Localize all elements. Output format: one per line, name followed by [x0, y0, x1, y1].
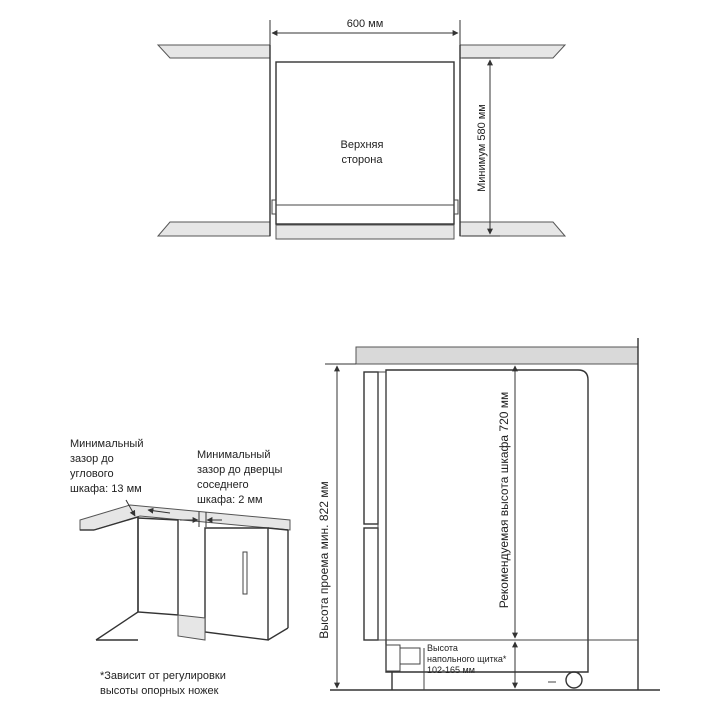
corner-view-right-bottom: [268, 628, 288, 640]
door-gap-label-1: Минимальный: [197, 449, 271, 461]
corner-view: [70, 438, 290, 697]
top-side-label-2: сторона: [341, 154, 383, 166]
corner-gap-label-3: углового: [70, 468, 114, 480]
cabinet-height-label: Рекомендуемая высота шкафа 720 мм: [497, 391, 511, 609]
top-view-back-counter-left: [158, 45, 270, 58]
opening-height-label: Высота проема мин. 822 мм: [317, 481, 331, 639]
door-gap-label-2: зазор до дверцы: [197, 464, 283, 476]
plinth-label-1: Высота: [427, 643, 458, 653]
side-view-countertop: [356, 347, 638, 364]
corner-view-side-panel: [138, 518, 178, 615]
side-view-plinth-panel: [386, 645, 400, 671]
corner-gap-label-4: шкафа: 13 мм: [70, 483, 142, 495]
corner-view-handle: [243, 552, 247, 594]
top-view-front-counter-right: [460, 222, 565, 236]
top-view-front-counter-left: [158, 222, 270, 236]
corner-view-countertop: [80, 505, 290, 530]
door-gap-label-4: шкафа: 2 мм: [197, 494, 263, 506]
top-side-label-1: Верхняя: [340, 139, 384, 151]
top-view-back-counter-right: [460, 45, 565, 58]
corner-view-dishwasher-door: [205, 528, 268, 640]
side-view: [317, 338, 660, 690]
plinth-label-3: 102-165 мм: [427, 665, 475, 675]
top-view: [158, 18, 565, 239]
side-view-rear-wheel: [566, 672, 582, 688]
plinth-label-2: напольного щитка*: [427, 654, 507, 664]
corner-gap-label-2: зазор до: [70, 453, 114, 465]
corner-view-corner-cabinet: [94, 517, 138, 640]
width-label: 600 мм: [346, 18, 384, 30]
corner-gap-label-1: Минимальный: [70, 438, 144, 450]
side-view-door-lower: [364, 528, 378, 640]
side-view-plinth-bracket: [400, 648, 420, 664]
side-view-dishwasher-body: [386, 370, 588, 672]
depth-label: Минимум 580 мм: [476, 104, 488, 192]
top-view-door-panel: [276, 225, 454, 239]
corner-view-plinth: [178, 615, 205, 640]
side-view-door-upper: [364, 372, 378, 524]
footnote-line-2: высоты опорных ножек: [100, 685, 219, 697]
footnote-line-1: *Зависит от регулировки: [100, 670, 226, 682]
door-gap-label-3: соседнего: [197, 479, 249, 491]
side-view-door-frame: [378, 372, 386, 640]
